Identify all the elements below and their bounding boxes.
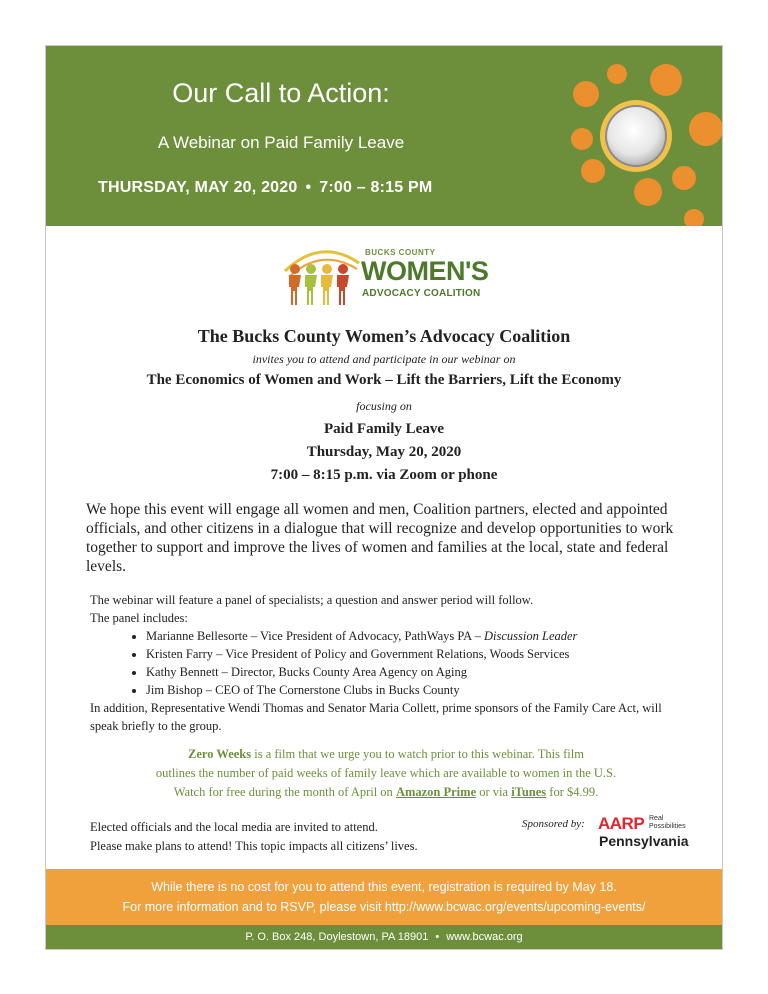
header-banner <box>46 46 722 226</box>
header-subtitle: A Webinar on Paid Family Leave <box>157 133 405 152</box>
panel-section <box>90 591 690 735</box>
list-item <box>146 663 690 681</box>
list-item <box>146 681 690 699</box>
org-name: The Bucks County Women’s Advocacy Coalition <box>197 326 571 346</box>
panel-member: Kristen Farry – Vice President of Policy and Government Relations, Woods Services <box>146 647 570 661</box>
focus-topic: Paid Family Leave <box>324 421 444 437</box>
list-item <box>146 627 690 645</box>
header-date <box>98 179 432 197</box>
list-item <box>146 645 690 663</box>
logo-county: BUCKS COUNTY <box>365 248 436 257</box>
film-text-3: Watch for free during the month of April on <box>173 785 396 799</box>
intro-paragraph: We hope this event will engage all women and men, Coalition partners, elected and appointed officials, and other citizens in a dialogue that will recognize and develop opportunities to work together to support and improve the lives of women and families at the local, state and federal levels. <box>86 501 674 575</box>
logo-figures-icon <box>281 241 361 311</box>
logo-womens: WOMEN'S <box>361 256 489 286</box>
aarp-state: Pennsylvania <box>599 833 689 849</box>
film-text-1: is a film that we urge you to watch prior to this webinar. This film <box>251 747 584 761</box>
header-date-text: THURSDAY, MAY 20, 2020 <box>98 179 298 196</box>
aarp-tag-possibilities: Possibilities <box>649 823 686 830</box>
registration-line-2[interactable]: For more information and to RSVP, please visit http://www.bcwac.org/events/upcoming-events/ <box>122 900 646 914</box>
panel-includes: The panel includes: <box>90 611 188 625</box>
panel-addition: In addition, Representative Wendi Thomas and Senator Maria Collett, prime sponsors of the Family Care Act, will speak briefly to the group. <box>90 701 662 733</box>
panel-role: Discussion Leader <box>484 629 578 643</box>
aarp-logo <box>598 814 714 854</box>
wac-logo <box>281 241 501 311</box>
header-title: Our Call to Action: <box>172 78 390 108</box>
film-text-4: or via <box>476 785 512 799</box>
flyer <box>45 45 723 950</box>
invite-line: invites you to attend and participate in our webinar on <box>252 352 516 366</box>
header-separator: • <box>305 179 312 196</box>
film-text-5: for $4.99. <box>546 785 599 799</box>
event-time: 7:00 – 8:15 p.m. via Zoom or phone <box>270 467 498 483</box>
header-time: 7:00 – 8:15 PM <box>319 179 433 196</box>
amazon-prime-link[interactable]: Amazon Prime <box>395 785 477 799</box>
registration-line-1: While there is no cost for you to attend this event, registration is required by May 18. <box>151 880 617 894</box>
webinar-topic: The Economics of Women and Work – Lift the Barriers, Lift the Economy <box>146 372 622 388</box>
circles-graphic <box>526 54 722 226</box>
aarp-wordmark: AARP <box>598 814 645 833</box>
itunes-link[interactable]: iTunes <box>511 785 547 799</box>
film-section <box>86 745 686 802</box>
aarp-tag-real: Real <box>649 815 664 822</box>
footer-website[interactable]: www.bcwac.org <box>446 931 523 943</box>
closing-line-1: Elected officials and the local media are invited to attend. <box>90 820 378 834</box>
panel-member: Kathy Bennett – Director, Bucks County Area Agency on Aging <box>146 665 467 679</box>
footer-separator: • <box>435 931 440 943</box>
aarp-tagline <box>649 815 686 831</box>
panel-member: Jim Bishop – CEO of The Cornerstone Clubs in Bucks County <box>146 683 460 697</box>
event-date: Thursday, May 20, 2020 <box>306 444 462 460</box>
panel-intro: The webinar will feature a panel of specialists; a question and answer period will follow. <box>90 593 534 607</box>
panel-member: Marianne Bellesorte – Vice President of Advocacy, PathWays PA – <box>146 629 484 643</box>
focusing-line: focusing on <box>356 399 412 413</box>
closing-section <box>90 818 520 856</box>
footer-bar <box>46 925 722 949</box>
film-text-2: outlines the number of paid weeks of family leave which are available to women in the U.S. <box>155 766 617 780</box>
logo-coalition: ADVOCACY COALITION <box>362 288 481 299</box>
film-title: Zero Weeks <box>188 747 252 761</box>
footer-address: P. O. Box 248, Doylestown, PA 18901 <box>245 931 429 943</box>
registration-banner <box>46 869 722 925</box>
sponsored-label: Sponsored by: <box>522 818 585 830</box>
panel-list <box>90 627 690 699</box>
closing-line-2: Please make plans to attend! This topic impacts all citizens’ lives. <box>90 839 418 853</box>
